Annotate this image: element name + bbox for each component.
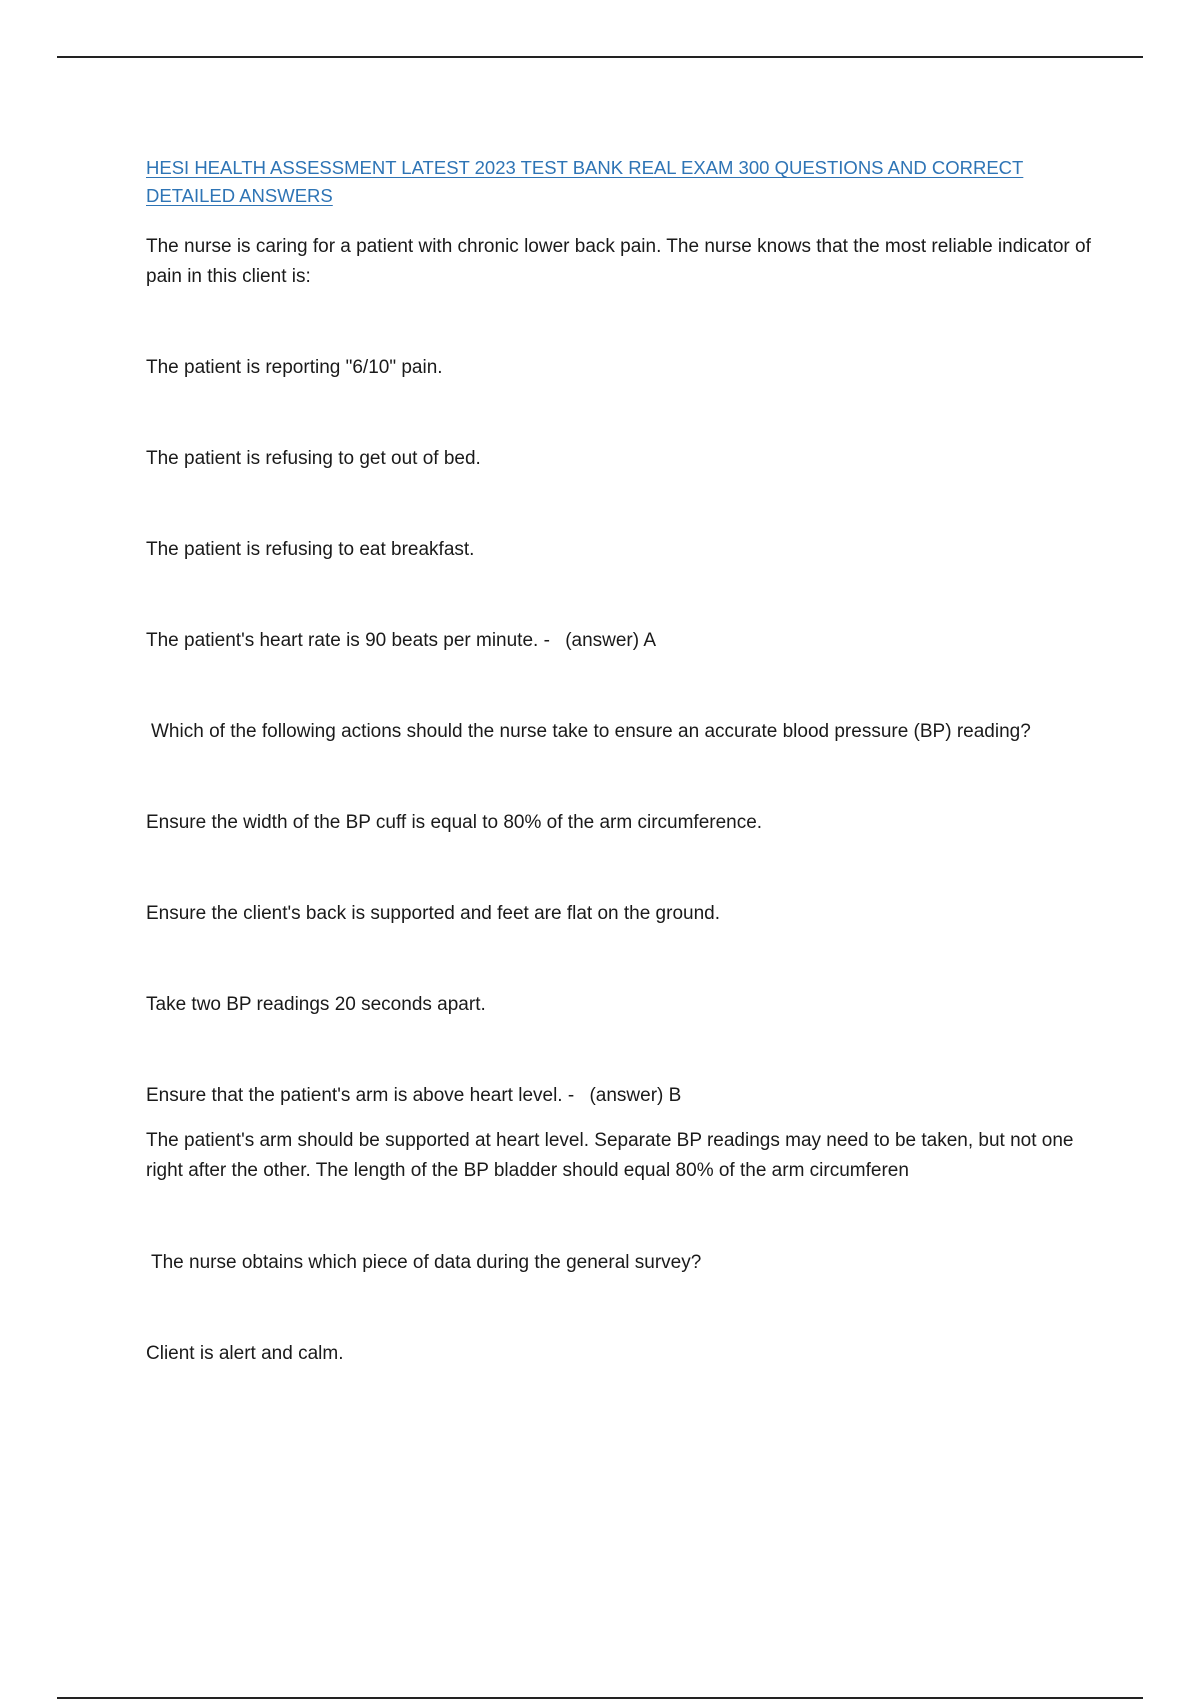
question-2-stem: Which of the following actions should the nurse take to ensure an accurate blood pressure (BP) reading? xyxy=(151,721,1031,742)
question-3-stem: The nurse obtains which piece of data during the general survey? xyxy=(151,1252,702,1273)
answer-label: (answer) B xyxy=(589,1085,682,1106)
question-2-option-c: Take two BP readings 20 seconds apart. xyxy=(146,994,486,1015)
header-rule xyxy=(57,56,1143,58)
question-1-option-b: The patient is refusing to get out of bed. xyxy=(146,448,481,469)
question-1-option-d xyxy=(146,626,1096,656)
question-2-option-b: Ensure the client's back is supported and feet are flat on the ground. xyxy=(146,903,720,924)
question-1-option-c: The patient is refusing to eat breakfast. xyxy=(146,539,475,560)
question-2-option-d xyxy=(146,1081,1096,1111)
document-title-link[interactable]: HESI HEALTH ASSESSMENT LATEST 2023 TEST BANK REAL EXAM 300 QUESTIONS AND CORRECT DETAILED ANSWERS xyxy=(146,157,1024,206)
answer-label: (answer) A xyxy=(565,630,656,651)
option-text: The patient's heart rate is 90 beats per minute. - xyxy=(146,630,550,651)
question-3-option-a: Client is alert and calm. xyxy=(146,1343,344,1364)
question-1-option-a: The patient is reporting "6/10" pain. xyxy=(146,357,443,378)
question-2-rationale: The patient's arm should be supported at heart level. Separate BP readings may need to be taken, but not one right after the other. The length of the BP bladder should equal 80% of the arm circumferen xyxy=(146,1130,1074,1181)
question-2-option-a: Ensure the width of the BP cuff is equal to 80% of the arm circumference. xyxy=(146,812,763,833)
footer-rule xyxy=(57,1697,1143,1699)
option-text: Ensure that the patient's arm is above heart level. - xyxy=(146,1085,575,1106)
question-1-stem: The nurse is caring for a patient with chronic lower back pain. The nurse knows that the most reliable indicator of pain in this client is: xyxy=(146,236,1091,287)
